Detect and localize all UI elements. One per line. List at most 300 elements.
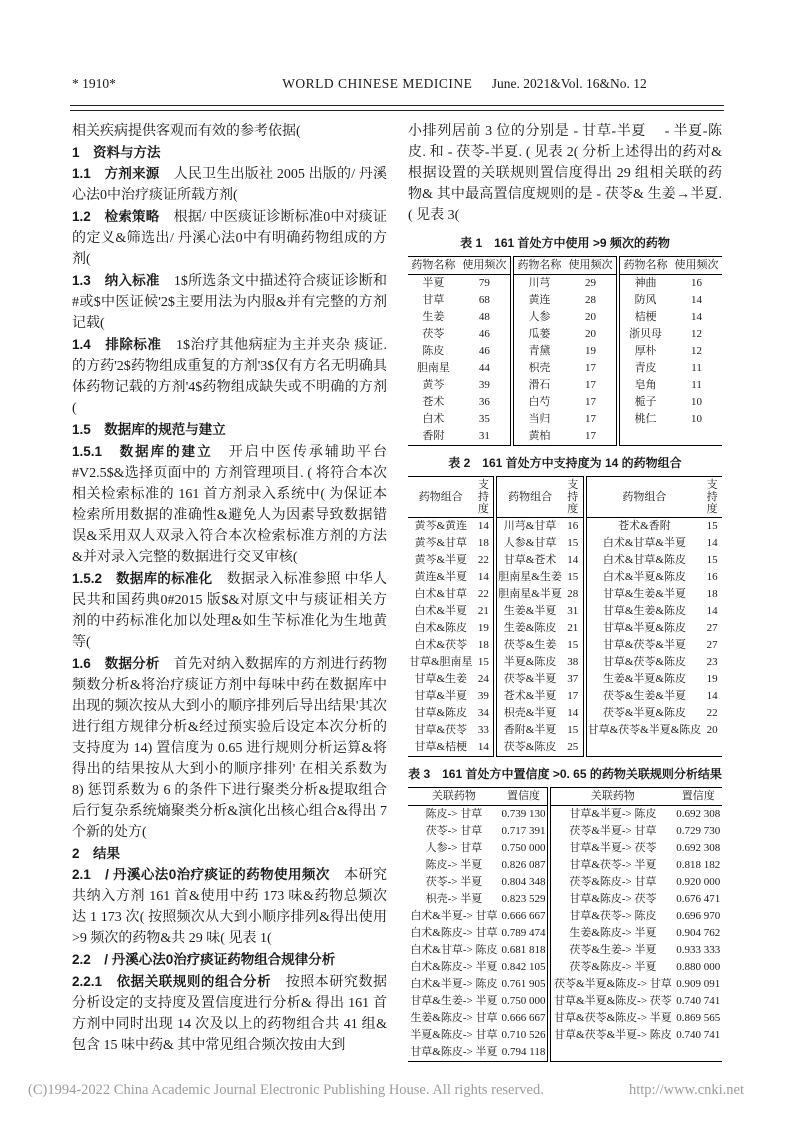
- table-cell: 神曲: [618, 275, 671, 293]
- table-cell: 31: [478, 430, 490, 442]
- table-row: [408, 394, 722, 411]
- paragraph: 1.5.1 数据库的建立 开启中医传承辅助平台#V2.5$&选择页面中的 方剂管理项目. ( 将符合本次相关检索标准的 161 首方剂录入系统中( 为保证本检索所用数据的准确性&避免人为因素导致数据错误&采用双人双录入符合本次检索标准方剂的方法&并对录入完整的数据进行交叉审核(: [72, 444, 387, 565]
- table-cell: 22: [477, 554, 489, 566]
- table-cell: 白术&半夏-> 甘草: [410, 910, 498, 922]
- table-row: [408, 377, 722, 394]
- table-cell: 79: [478, 277, 490, 289]
- table-cell: 0.904 762: [676, 927, 721, 939]
- table-cell: 白术: [422, 413, 445, 425]
- column-header: 置信度: [500, 788, 549, 806]
- table-cell: 茯苓&生姜: [495, 637, 563, 654]
- section-label: 2.2 / 丹溪心法0治疗痰证药物组合规律分析: [72, 952, 336, 967]
- table-cell: 11: [691, 379, 702, 391]
- table-cell: 10: [691, 413, 703, 425]
- table-cell: 黄连&半夏: [414, 571, 468, 583]
- table2-drug-combinations: [408, 476, 722, 757]
- table-row: [408, 518, 722, 536]
- table-cell: 27: [706, 639, 718, 651]
- section-heading: [72, 843, 387, 864]
- table-cell: 0.823 529: [501, 893, 546, 905]
- table-cell: 46: [478, 345, 490, 357]
- column-header: 使用频次: [671, 257, 722, 275]
- table-cell: 17: [585, 362, 596, 374]
- table-cell: 0.880 000: [676, 961, 721, 973]
- table-cell: 白术&陈皮: [414, 622, 468, 634]
- table-cell: 0.804 348: [501, 876, 546, 888]
- table-cell: 17: [585, 396, 596, 408]
- table-cell: 48: [478, 311, 490, 323]
- table-cell: 17: [585, 413, 596, 425]
- table-cell: 甘草&半夏: [414, 690, 468, 702]
- table-row: [408, 840, 722, 857]
- header-double-rule: [70, 105, 724, 111]
- table-cell: 44: [478, 362, 490, 374]
- table-cell: 0.740 741: [676, 995, 721, 1007]
- table-cell: 0.710 526: [501, 1029, 546, 1041]
- table1-title: 表 1 161 首处方中使用 >9 频次的药物: [460, 236, 670, 250]
- table-row: [408, 925, 722, 942]
- copyright-text: (C)1994-2022 China Academic Journal Electronic Publishing House. All rights reserved.: [28, 1082, 544, 1098]
- table-cell: 白术&甘草&半夏: [585, 535, 703, 552]
- table-cell: 人参-> 甘草: [425, 842, 483, 854]
- table-cell: 白术&陈皮-> 甘草: [410, 927, 498, 939]
- table-cell: 19: [706, 673, 718, 685]
- table-row: [408, 891, 722, 908]
- table-cell: 0.666 667: [501, 1012, 546, 1024]
- table-row: [408, 942, 722, 959]
- table-cell: 甘草&半夏-> 陈皮: [549, 806, 674, 824]
- table-cell: 0.740 741: [676, 1029, 721, 1041]
- table-cell: 0.750 000: [501, 995, 546, 1007]
- table-cell: 胆南星&半夏: [495, 586, 563, 603]
- table1-block: [408, 236, 722, 446]
- table-cell: 甘草&生姜&陈皮: [585, 603, 703, 620]
- table-row: [408, 360, 722, 377]
- table-row: [408, 806, 722, 824]
- table-cell: 20: [585, 311, 596, 323]
- column-header: 药物名称: [618, 257, 671, 275]
- table-row: [408, 535, 722, 552]
- table-cell: 0.729 730: [676, 825, 721, 837]
- paragraph: [72, 419, 387, 441]
- table-cell: 0.692 308: [676, 808, 721, 820]
- table-cell: 陈皮-> 甘草: [425, 808, 483, 820]
- table-cell: 14: [706, 537, 718, 549]
- table-cell: 18: [477, 537, 489, 549]
- table-cell: 黄芩&半夏: [414, 554, 468, 566]
- paragraph: 1.4 排除标准 1$治疗其他病症为主并夹杂 痰证. 的方药'2$药物组成重复的方剂'3$仅有方名无明确具体药物记载的方剂'4$药物组成缺失或不明确的方剂(: [72, 337, 387, 416]
- table-cell: 白术&陈皮-> 半夏: [410, 961, 498, 973]
- table-row: [408, 705, 722, 722]
- table-cell: 16: [567, 520, 579, 532]
- table-cell: 川芎: [512, 275, 565, 293]
- column-header: 使用频次: [459, 257, 512, 275]
- table-cell: 0.717 391: [501, 825, 546, 837]
- table-cell: 甘草&陈皮-> 半夏: [410, 1046, 498, 1058]
- table-cell: [671, 428, 722, 446]
- journal-title: WORLD CHINESE MEDICINE: [282, 76, 473, 91]
- table-cell: 青黛: [512, 343, 565, 360]
- table-cell: 白术&半夏: [414, 605, 468, 617]
- table-row: [408, 275, 722, 293]
- table-cell: 0.692 308: [676, 842, 721, 854]
- table3-title: 表 3 161 首处方中置信度 >0. 65 的药物关联规则分析结果: [408, 767, 722, 781]
- table-cell: 甘草: [422, 294, 445, 306]
- table-row: [408, 343, 722, 360]
- table-cell: 0.681 818: [501, 944, 546, 956]
- table-cell: 半夏: [422, 277, 445, 289]
- table-cell: 甘草&茯苓&陈皮-> 半夏: [549, 1010, 674, 1027]
- table-row: [408, 552, 722, 569]
- table-cell: 15: [706, 520, 718, 532]
- table-cell: 33: [477, 724, 489, 736]
- table-cell: 川芎&甘草: [495, 518, 563, 536]
- table-cell: 生姜&陈皮: [495, 620, 563, 637]
- table-cell: 甘草&半夏&陈皮-> 茯苓: [549, 993, 674, 1010]
- table-cell: 黄芩&黄连: [414, 520, 468, 532]
- table-cell: 甘草&半夏-> 茯苓: [549, 840, 674, 857]
- table-cell: 10: [691, 396, 703, 408]
- column-header: 药物名称: [408, 257, 459, 275]
- table-row: [408, 976, 722, 993]
- table-cell: 茯苓&半夏: [495, 671, 563, 688]
- table-cell: 20: [706, 724, 718, 736]
- section-label: 1.4 排除标准: [72, 337, 162, 352]
- table-cell: 15: [567, 537, 579, 549]
- section-label: 1.6 数据分析: [72, 656, 160, 671]
- table3-association-rules: [408, 787, 722, 1062]
- table-cell: 17: [585, 379, 596, 391]
- section-label: 2 结果: [72, 846, 121, 861]
- table-row: [408, 857, 722, 874]
- table-cell: 滑石: [512, 377, 565, 394]
- table-cell: 22: [477, 588, 489, 600]
- table-cell: 0.842 105: [501, 961, 546, 973]
- table-cell: 0.794 118: [501, 1046, 546, 1058]
- table-row: [408, 688, 722, 705]
- column-header: 置信度: [675, 788, 722, 806]
- table-cell: 半夏&陈皮-> 甘草: [410, 1029, 498, 1041]
- table-cell: 茯苓&半夏&陈皮-> 甘草: [549, 976, 674, 993]
- paragraph: 2.2.1 依据关联规则的组合分析 按照本研究数据分析设定的支持度及置信度进行分析& 得出 161 首方剂中同时出现 14 次及以上的药物组合共 41 组& 包含 15 味中药& 其中常见组合频次按由大到: [72, 974, 387, 1053]
- table-cell: 甘草&茯苓-> 陈皮: [549, 908, 674, 925]
- table-cell: 茯苓&半夏-> 甘草: [549, 823, 674, 840]
- table-cell: 15: [567, 639, 579, 651]
- table-cell: 生姜: [422, 311, 445, 323]
- table-cell: 25: [567, 741, 579, 753]
- table-row: [408, 654, 722, 671]
- table-row: [408, 569, 722, 586]
- table-cell: 甘草&生姜-> 半夏: [410, 995, 498, 1007]
- table-cell: 12: [691, 328, 703, 340]
- paragraph: 小排列居前 3 位的分别是 - 甘草-半夏 - 半夏-陈皮. 和 - 茯苓-半夏. ( 见表 2( 分析上述得出的药对& 根据设置的关联规则置信度得出 29 组相关联的药物& 其中最高置信度规则的是 - 茯苓& 生姜→半夏. ( 见表 3(: [408, 124, 722, 223]
- table-cell: 15: [567, 571, 579, 583]
- table-cell: 甘草&苍术: [495, 552, 563, 569]
- column-header: 药物组合: [408, 477, 474, 518]
- table-cell: 茯苓&陈皮: [495, 739, 563, 757]
- table-cell: 22: [706, 707, 718, 719]
- table-cell: 茯苓&陈皮-> 甘草: [549, 874, 674, 891]
- table-cell: 0.739 130: [501, 808, 546, 820]
- section-heading: [72, 142, 387, 163]
- table-cell: [618, 428, 671, 446]
- column-header: 药物名称: [512, 257, 565, 275]
- table-cell: 14: [691, 294, 703, 306]
- table2-block: [408, 456, 722, 757]
- right-column: [408, 121, 722, 1062]
- table-row: [408, 993, 722, 1010]
- column-header: 药物组合: [495, 477, 563, 518]
- table1-drug-frequency: [408, 256, 722, 446]
- cnki-url: http://www.cnki.net: [628, 1082, 744, 1098]
- table-cell: 甘草&陈皮: [414, 707, 468, 719]
- section-label: 2.1 / 丹溪心法0治疗痰证的药物使用频次: [72, 867, 330, 882]
- table-row: [408, 722, 722, 739]
- table-cell: 甘草&半夏&陈皮: [585, 620, 703, 637]
- section-label: 1.5 数据库的规范与建立: [72, 422, 226, 437]
- table-cell: 甘草&茯苓&半夏&陈皮: [585, 722, 703, 739]
- table-cell: 黄柏: [512, 428, 565, 446]
- footer-watermark: [28, 1082, 744, 1099]
- table-cell: 28: [585, 294, 596, 306]
- table-cell: 白术&甘草-> 陈皮: [410, 944, 498, 956]
- table-row: [408, 1027, 722, 1044]
- table-cell: 白术&半夏&陈皮: [585, 569, 703, 586]
- table-cell: 21: [477, 605, 489, 617]
- table-cell: 14: [706, 605, 718, 617]
- table-row: [408, 637, 722, 654]
- table-row: [408, 908, 722, 925]
- table-cell: 18: [477, 639, 489, 651]
- table-cell: 19: [585, 345, 596, 357]
- table-cell: 茯苓&生姜-> 半夏: [549, 942, 674, 959]
- table-row: [408, 292, 722, 309]
- table-cell: 半夏&陈皮: [495, 654, 563, 671]
- table-cell: 苍术&香附: [585, 518, 703, 536]
- table-cell: 甘草&生姜&半夏: [585, 586, 703, 603]
- table-cell: 黄连: [512, 292, 565, 309]
- section-label: 1.3 纳入标准: [72, 273, 160, 288]
- table-cell: 甘草&胆南星: [409, 656, 473, 668]
- table-row: [408, 671, 722, 688]
- table-cell: [549, 1044, 674, 1062]
- table-cell: 46: [478, 328, 490, 340]
- table-cell: 31: [567, 605, 579, 617]
- table-cell: 香附: [422, 430, 445, 442]
- section-label: 1.5.2 数据库的标准化: [72, 571, 213, 586]
- table-cell: 栀子: [618, 394, 671, 411]
- table-cell: 白术&茯苓: [414, 639, 468, 651]
- table-cell: 37: [567, 673, 579, 685]
- table-cell: 茯苓: [422, 328, 445, 340]
- table-cell: 枳壳&半夏: [495, 705, 563, 722]
- table-cell: 白术&甘草&陈皮: [585, 552, 703, 569]
- table-row: [408, 428, 722, 446]
- paragraph: 1.6 数据分析 首先对纳入数据库的方剂进行药物频数分析&将治疗痰证方剂中每味中药在数据库中出现的频次按从大到小的顺序排列后导出结果'其次进行组方规律分析&经过预实验后设定本次分析的支持度为 14) 置信度为 0.65 进行规则分析运算&将得出的结果按从大到小的顺序排列' 在相关系数为 8) 惩罚系数为 6 的条件下进行聚类分析&提取组合后行复杂系统熵聚类分析&演化出核心组合&得出 7 个新的处方(: [72, 656, 387, 840]
- table-cell: 甘草&茯苓&半夏: [585, 637, 703, 654]
- table-cell: 茯苓-> 半夏: [425, 876, 483, 888]
- column-header: 使用频次: [565, 257, 618, 275]
- table-cell: 人参&甘草: [495, 535, 563, 552]
- paragraph: 1.3 纳入标准 1$所选条文中描述符合痰证诊断和#或$中医证候'2$主要用法为内服&并有完整的方剂记载(: [72, 273, 387, 331]
- table-cell: 14: [567, 707, 579, 719]
- paragraph: 相关疾病提供客观而有效的参考依据(: [72, 124, 301, 139]
- table-cell: 防风: [618, 292, 671, 309]
- column-header: 关联药物: [549, 788, 674, 806]
- table-cell: 甘草&茯苓&半夏-> 陈皮: [549, 1027, 674, 1044]
- table-cell: 14: [691, 311, 703, 323]
- table-cell: 0.826 087: [501, 859, 546, 871]
- table-cell: 桃仁: [618, 411, 671, 428]
- table-row: [408, 1010, 722, 1027]
- table-cell: 胆南星: [416, 362, 450, 374]
- table-header-row: [408, 788, 722, 806]
- table-cell: 16: [706, 571, 718, 583]
- table-cell: 0.789 474: [501, 927, 546, 939]
- table-cell: 14: [477, 520, 489, 532]
- table-cell: 茯苓&陈皮-> 半夏: [549, 959, 674, 976]
- paragraph: [72, 949, 387, 971]
- table-cell: 甘草&茯苓-> 半夏: [549, 857, 674, 874]
- table-cell: 20: [585, 328, 596, 340]
- table-header-row: [408, 477, 722, 518]
- paragraph: 1.1 方剂来源 人民卫生出版社 2005 出版的/ 丹溪心法0中治疗痰证所载方剂(: [72, 166, 387, 203]
- left-column: [72, 121, 387, 1056]
- table-cell: 人参: [512, 309, 565, 326]
- column-header: 支持度: [474, 477, 496, 518]
- table-header-row: [408, 257, 722, 275]
- table-row: [408, 603, 722, 620]
- table2-title: 表 2 161 首处方中支持度为 14 的药物组合: [448, 456, 682, 470]
- table-cell: 黄芩&甘草: [414, 537, 468, 549]
- table-cell: 15: [706, 554, 718, 566]
- table-cell: 24: [477, 673, 489, 685]
- table-cell: 39: [477, 690, 489, 702]
- issue-info: June. 2021&Vol. 16&No. 12: [491, 76, 647, 91]
- table-cell: 23: [706, 656, 718, 668]
- page-header: [72, 76, 722, 92]
- table-cell: 枳壳: [512, 360, 565, 377]
- table-cell: 11: [691, 362, 702, 374]
- table-cell: 茯苓&生姜&半夏: [585, 688, 703, 705]
- table-cell: 28: [567, 588, 579, 600]
- table-cell: 39: [478, 379, 490, 391]
- table-cell: 苍术: [422, 396, 445, 408]
- table-cell: 生姜&陈皮-> 甘草: [410, 1012, 498, 1024]
- table-cell: 34: [477, 707, 489, 719]
- paragraph: 1.5.2 数据库的标准化 数据录入标准参照 中华人民共和国药典0#2015 版$&对原文中与痰证相关方剂的中药标准化加以处理&如生苄标准化为生地黄等(: [72, 571, 387, 650]
- table-row: [408, 411, 722, 428]
- table-cell: 青皮: [618, 360, 671, 377]
- table-cell: 甘草&茯苓: [414, 724, 468, 736]
- table-cell: [585, 739, 703, 757]
- section-label: 1.2 检索策略: [72, 209, 160, 224]
- table-cell: 14: [567, 554, 579, 566]
- table-cell: [675, 1044, 722, 1062]
- table-cell: 皂角: [618, 377, 671, 394]
- table-cell: 0.933 333: [676, 944, 721, 956]
- table-cell: 白术&半夏-> 陈皮: [410, 978, 498, 990]
- table-cell: 27: [706, 622, 718, 634]
- table-cell: 陈皮-> 半夏: [425, 859, 483, 871]
- table-row: [408, 309, 722, 326]
- table-cell: 0.666 667: [501, 910, 546, 922]
- table-cell: 68: [478, 294, 490, 306]
- table-cell: [702, 739, 722, 757]
- table-cell: 生姜&半夏&陈皮: [585, 671, 703, 688]
- table-cell: 甘草&桔梗: [414, 741, 468, 753]
- table-cell: 苍术&半夏: [495, 688, 563, 705]
- table-cell: 17: [567, 690, 579, 702]
- table-cell: 香附&半夏: [495, 722, 563, 739]
- table-cell: 浙贝母: [618, 326, 671, 343]
- table-row: [408, 739, 722, 757]
- table-cell: 14: [477, 741, 489, 753]
- table-cell: 0.818 182: [676, 859, 721, 871]
- column-header: 支持度: [702, 477, 722, 518]
- table-cell: 12: [691, 345, 703, 357]
- table-cell: 16: [691, 277, 703, 289]
- table-cell: 0.750 000: [501, 842, 546, 854]
- table-cell: 0.920 000: [676, 876, 721, 888]
- table-cell: 枳壳-> 半夏: [425, 893, 483, 905]
- table-cell: 胆南星&生姜: [495, 569, 563, 586]
- paragraph: 2.1 / 丹溪心法0治疗痰证的药物使用频次 本研究共纳入方剂 161 首&使用中药 173 味&药物总频次达 1 173 次( 按照频次从大到小顺序排列&得出使用 >9 频次的药物&共 29 味( 见表 1(: [72, 867, 388, 946]
- table-cell: 38: [567, 656, 579, 668]
- paragraph: 1.2 检索策略 根据/ 中医痰证诊断标准0中对痰证的定义&筛选出/ 丹溪心法0中有明确药物组成的方剂(: [72, 209, 387, 267]
- table-cell: 甘草&生姜: [414, 673, 468, 685]
- table-cell: 15: [567, 724, 579, 736]
- table-row: [408, 874, 722, 891]
- table-cell: 21: [567, 622, 579, 634]
- table-cell: 黄芩: [422, 379, 445, 391]
- table-cell: 0.869 565: [676, 1012, 721, 1024]
- right-column-text: [408, 121, 722, 226]
- column-header: 关联药物: [408, 788, 500, 806]
- table-cell: 生姜&陈皮-> 半夏: [549, 925, 674, 942]
- column-header: 支持度: [563, 477, 585, 518]
- table-cell: 陈皮: [422, 345, 445, 357]
- table-cell: 17: [585, 430, 596, 442]
- table-cell: 0.696 970: [676, 910, 721, 922]
- page-number: * 1910*: [72, 76, 116, 91]
- table-row: [408, 586, 722, 603]
- table-cell: 生姜&半夏: [495, 603, 563, 620]
- table-cell: 29: [585, 277, 596, 289]
- column-header: 药物组合: [585, 477, 703, 518]
- table-cell: 0.909 091: [676, 978, 721, 990]
- section-label: 1.5.1 数据库的建立: [72, 444, 213, 459]
- table-cell: 甘草&茯苓&陈皮: [585, 654, 703, 671]
- table-cell: 桔梗: [618, 309, 671, 326]
- table-row: [408, 1044, 722, 1062]
- section-label: 1.1 方剂来源: [72, 166, 160, 181]
- table-cell: 36: [478, 396, 490, 408]
- section-label: 2.2.1 依据关联规则的组合分析: [72, 974, 272, 989]
- table-row: [408, 823, 722, 840]
- table-cell: 瓜蒌: [512, 326, 565, 343]
- table-row: [408, 620, 722, 637]
- table3-block: [408, 767, 722, 1062]
- table-cell: 15: [477, 656, 489, 668]
- table-cell: 18: [706, 588, 718, 600]
- table-cell: 35: [478, 413, 490, 425]
- table-cell: 白术&甘草: [414, 588, 468, 600]
- table-row: [408, 326, 722, 343]
- table-cell: 白芍: [512, 394, 565, 411]
- table-cell: 茯苓-> 甘草: [425, 825, 483, 837]
- table-cell: 厚朴: [618, 343, 671, 360]
